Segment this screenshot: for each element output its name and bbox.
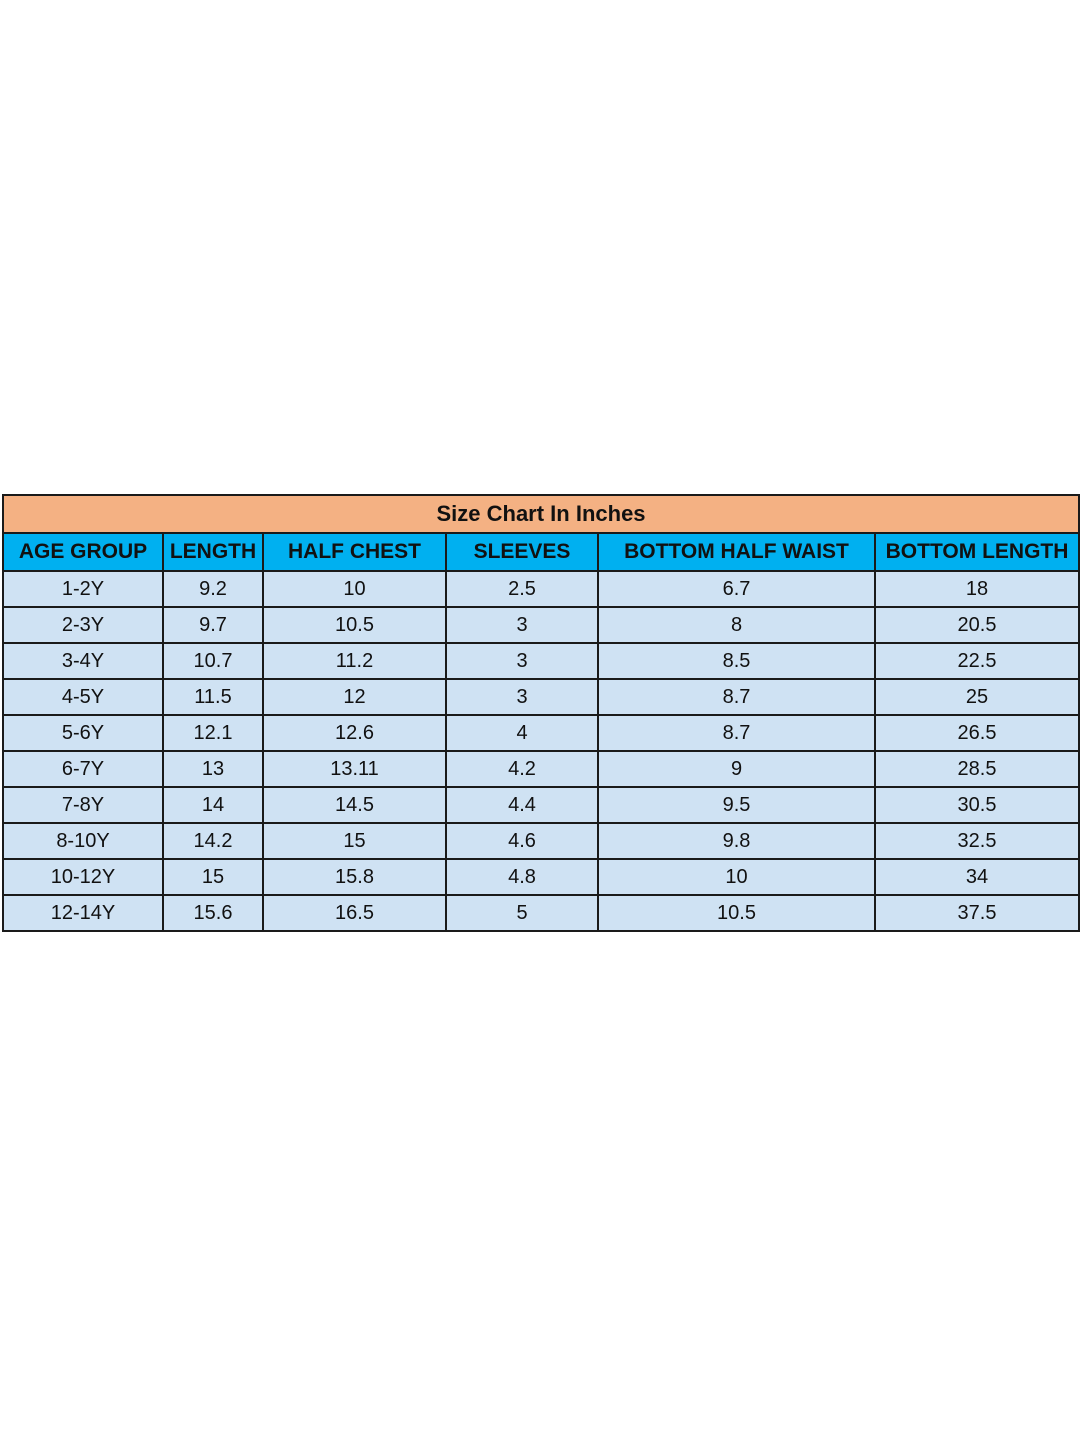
cell-bottom-half-waist: 8.5	[598, 643, 875, 679]
table-title: Size Chart In Inches	[3, 495, 1079, 533]
cell-sleeves: 3	[446, 643, 598, 679]
table-body	[3, 571, 1079, 931]
table-row	[3, 859, 1079, 895]
cell-age-group: 4-5Y	[3, 679, 163, 715]
cell-half-chest: 13.11	[263, 751, 446, 787]
cell-bottom-half-waist: 6.7	[598, 571, 875, 607]
header-sleeves: SLEEVES	[446, 533, 598, 571]
table-row	[3, 787, 1079, 823]
cell-half-chest: 12	[263, 679, 446, 715]
cell-length: 15	[163, 859, 263, 895]
cell-length: 13	[163, 751, 263, 787]
header-row	[3, 533, 1079, 571]
cell-bottom-half-waist: 8	[598, 607, 875, 643]
cell-bottom-half-waist: 8.7	[598, 715, 875, 751]
table-row	[3, 823, 1079, 859]
cell-bottom-half-waist: 10	[598, 859, 875, 895]
table-row	[3, 643, 1079, 679]
cell-bottom-half-waist: 9	[598, 751, 875, 787]
cell-sleeves: 3	[446, 679, 598, 715]
cell-half-chest: 16.5	[263, 895, 446, 931]
cell-length: 12.1	[163, 715, 263, 751]
size-chart-table	[2, 494, 1080, 932]
cell-half-chest: 15.8	[263, 859, 446, 895]
cell-sleeves: 4.4	[446, 787, 598, 823]
cell-bottom-length: 26.5	[875, 715, 1079, 751]
cell-bottom-length: 20.5	[875, 607, 1079, 643]
cell-age-group: 8-10Y	[3, 823, 163, 859]
cell-length: 14.2	[163, 823, 263, 859]
cell-age-group: 10-12Y	[3, 859, 163, 895]
cell-half-chest: 10	[263, 571, 446, 607]
cell-length: 11.5	[163, 679, 263, 715]
cell-bottom-half-waist: 9.8	[598, 823, 875, 859]
cell-bottom-length: 37.5	[875, 895, 1079, 931]
cell-sleeves: 4.6	[446, 823, 598, 859]
header-length: LENGTH	[163, 533, 263, 571]
table-row	[3, 751, 1079, 787]
cell-half-chest: 12.6	[263, 715, 446, 751]
cell-age-group: 12-14Y	[3, 895, 163, 931]
cell-sleeves: 5	[446, 895, 598, 931]
header-half-chest: HALF CHEST	[263, 533, 446, 571]
cell-bottom-half-waist: 10.5	[598, 895, 875, 931]
cell-bottom-length: 30.5	[875, 787, 1079, 823]
cell-age-group: 5-6Y	[3, 715, 163, 751]
cell-length: 9.7	[163, 607, 263, 643]
cell-bottom-length: 28.5	[875, 751, 1079, 787]
table-row	[3, 715, 1079, 751]
cell-length: 14	[163, 787, 263, 823]
cell-sleeves: 4	[446, 715, 598, 751]
table-row	[3, 571, 1079, 607]
header-age-group: AGE GROUP	[3, 533, 163, 571]
cell-sleeves: 3	[446, 607, 598, 643]
cell-bottom-length: 34	[875, 859, 1079, 895]
cell-half-chest: 15	[263, 823, 446, 859]
cell-sleeves: 4.2	[446, 751, 598, 787]
cell-length: 9.2	[163, 571, 263, 607]
cell-age-group: 7-8Y	[3, 787, 163, 823]
table-row	[3, 895, 1079, 931]
cell-bottom-length: 25	[875, 679, 1079, 715]
cell-half-chest: 10.5	[263, 607, 446, 643]
cell-bottom-length: 22.5	[875, 643, 1079, 679]
table-row	[3, 607, 1079, 643]
title-row	[3, 495, 1079, 533]
cell-age-group: 1-2Y	[3, 571, 163, 607]
cell-length: 10.7	[163, 643, 263, 679]
cell-sleeves: 2.5	[446, 571, 598, 607]
cell-bottom-length: 18	[875, 571, 1079, 607]
table-row	[3, 679, 1079, 715]
header-bottom-length: BOTTOM LENGTH	[875, 533, 1079, 571]
cell-sleeves: 4.8	[446, 859, 598, 895]
cell-length: 15.6	[163, 895, 263, 931]
cell-bottom-length: 32.5	[875, 823, 1079, 859]
cell-half-chest: 11.2	[263, 643, 446, 679]
cell-age-group: 3-4Y	[3, 643, 163, 679]
cell-bottom-half-waist: 9.5	[598, 787, 875, 823]
cell-bottom-half-waist: 8.7	[598, 679, 875, 715]
header-bottom-half-waist: BOTTOM HALF WAIST	[598, 533, 875, 571]
cell-age-group: 2-3Y	[3, 607, 163, 643]
cell-age-group: 6-7Y	[3, 751, 163, 787]
cell-half-chest: 14.5	[263, 787, 446, 823]
